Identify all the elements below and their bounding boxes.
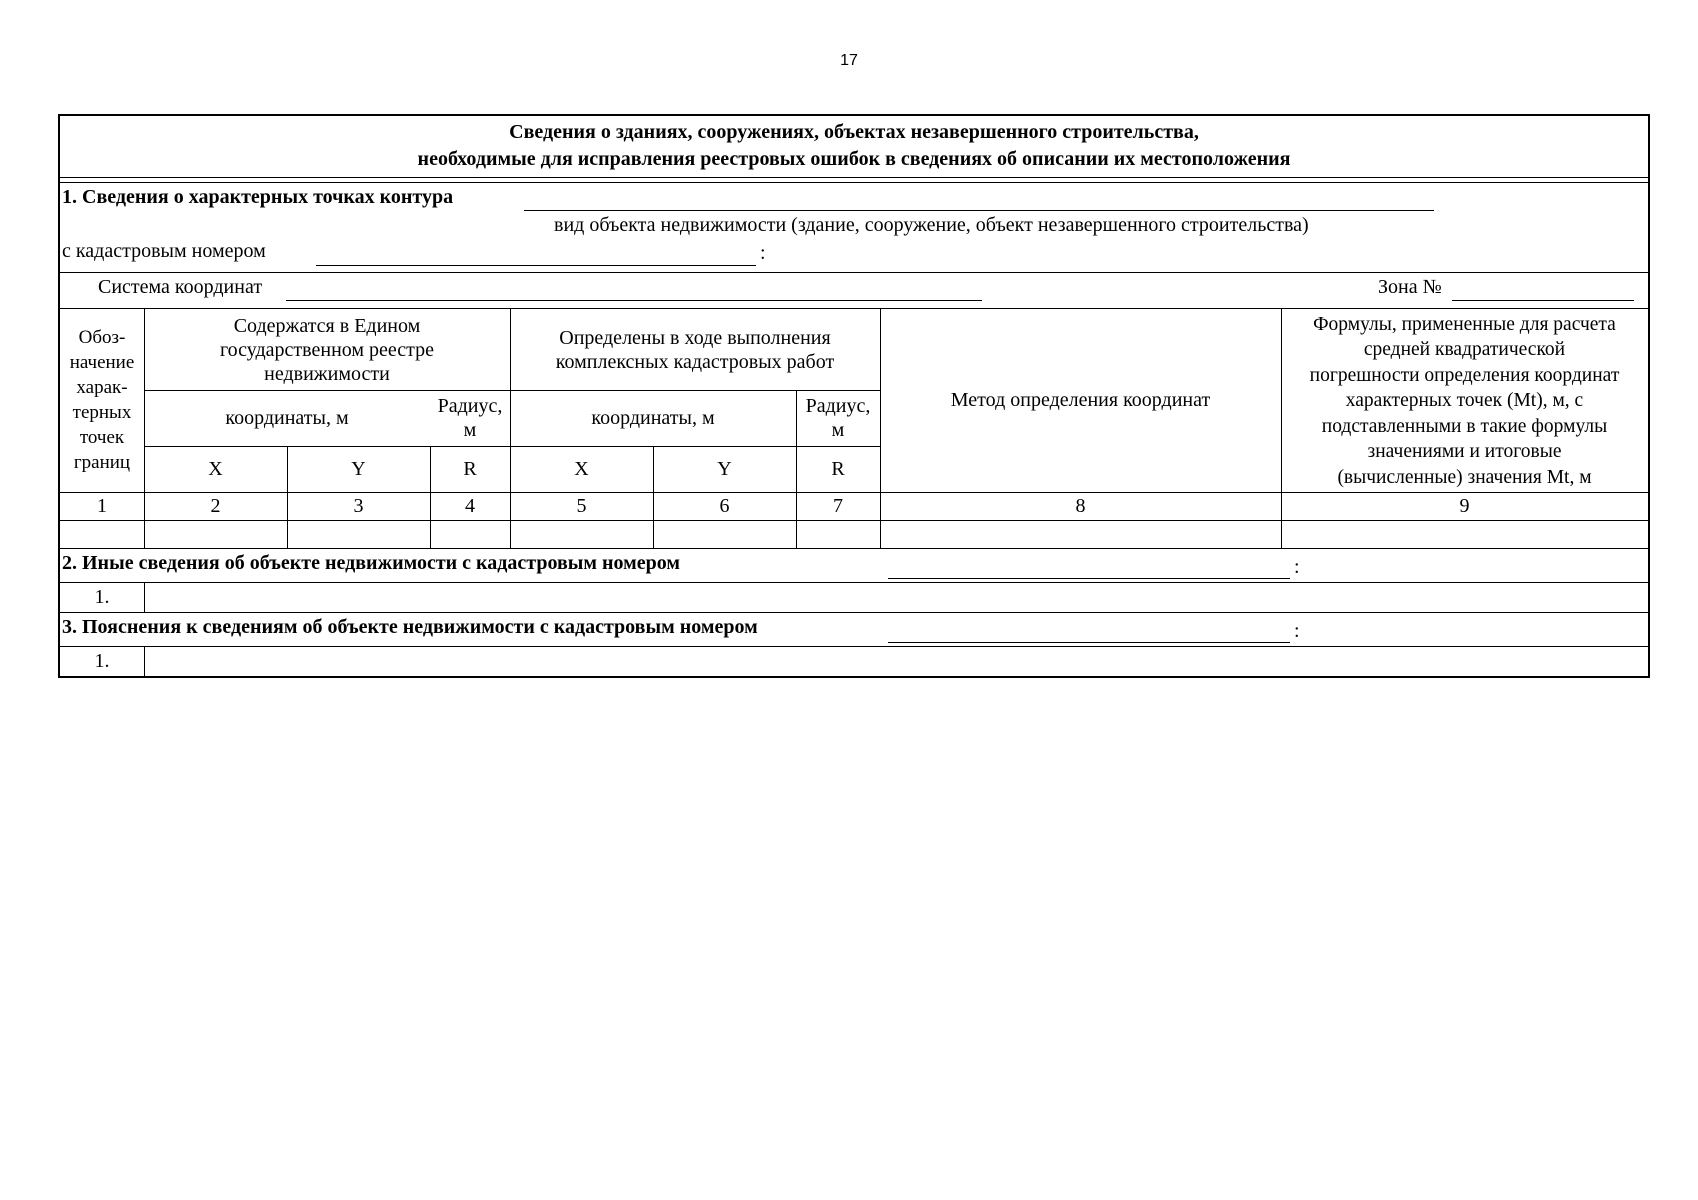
egrn-r-label: R (463, 458, 477, 480)
section3-row-number: 1. (94, 650, 110, 672)
kkr-coords-label: координаты, м (591, 407, 715, 429)
kkr-y-label: Y (717, 458, 732, 480)
zone-label: Зона № (1378, 276, 1442, 298)
section3-divider (60, 646, 1648, 647)
title-divider (60, 177, 1648, 178)
col-number-8: 8 (1075, 495, 1086, 517)
col-number-5: 5 (576, 495, 587, 517)
col-number-4: 4 (465, 495, 475, 517)
form-title-line-2: необходимые для исправления реестровых ошибок в сведениях об описании их местоположения (417, 148, 1291, 170)
egrn-coords-label: координаты, м (225, 407, 349, 429)
kkr-radius-label: Радиус, м (805, 395, 871, 441)
egrn-radius-label: Радиус, м (437, 395, 503, 441)
page-number: 17 (840, 52, 858, 69)
registry-error-form (58, 114, 1650, 678)
table-numbers-bottom (60, 520, 1648, 521)
egrn-x-label: X (208, 458, 223, 480)
col-number-2: 2 (210, 495, 221, 517)
section2-divider (60, 582, 1648, 583)
col-number-3: 3 (353, 495, 364, 517)
object-type-caption: вид объекта недвижимости (здание, сооружение, объект незавершенного строительства) (554, 214, 1309, 236)
col-number-9: 9 (1459, 495, 1470, 517)
section2-cadastral-field[interactable] (888, 578, 1290, 579)
egrn-header: Содержатся в Едином государственном реестре недвижимости (219, 315, 435, 385)
section2-colon: : (1294, 556, 1300, 578)
section3-heading: 3. Пояснения к сведениям об объекте недвижимости с кадастровым номером (62, 616, 758, 638)
kkr-r-label: R (831, 458, 845, 480)
method-header: Метод определения координат (950, 389, 1211, 411)
col-number-1: 1 (97, 495, 107, 517)
section3-vline (144, 646, 145, 676)
section1-divider (60, 272, 1648, 273)
section1-heading: 1. Сведения о характерных точках контура (62, 186, 454, 208)
section3-cadastral-field[interactable] (888, 642, 1290, 643)
col-number-7: 7 (833, 495, 843, 517)
cadastral-colon: : (760, 242, 766, 264)
cadastral-number-field[interactable] (316, 265, 756, 266)
object-type-field[interactable] (524, 210, 1434, 211)
zone-number-field[interactable] (1452, 300, 1634, 301)
section2-vline (144, 582, 145, 612)
section2-heading: 2. Иные сведения об объекте недвижимости с кадастровым номером (62, 552, 681, 574)
title-divider-double (60, 182, 1648, 183)
col-number-6: 6 (719, 495, 730, 517)
coord-system-field[interactable] (286, 300, 982, 301)
coord-system-divider (60, 308, 1648, 309)
egrn-y-label: Y (351, 458, 366, 480)
formula-header: Формулы, примененные для расчета средней квадратической погрешности определения координат характерных точек (Mt), м, с подставленными в такие формулы значениями и итоговые (вычисленные) значения Mt, м (1309, 313, 1620, 488)
table-empty-row-bottom (60, 548, 1648, 549)
form-title-line-1: Сведения о зданиях, сооружениях, объектах незавершенного строительства, (509, 121, 1199, 143)
section3-colon: : (1294, 620, 1300, 642)
points-designation-header: Обоз- начение харак- терных точек границ (69, 327, 135, 473)
section2-row-bottom (60, 612, 1648, 613)
coord-system-label: Система координат (98, 276, 263, 298)
kkr-x-label: X (574, 458, 589, 480)
kkr-header: Определены в ходе выполнения комплексных кадастровых работ (555, 327, 835, 373)
cadastral-label: с кадастровым номером (62, 240, 266, 262)
section2-row-number: 1. (94, 586, 110, 608)
